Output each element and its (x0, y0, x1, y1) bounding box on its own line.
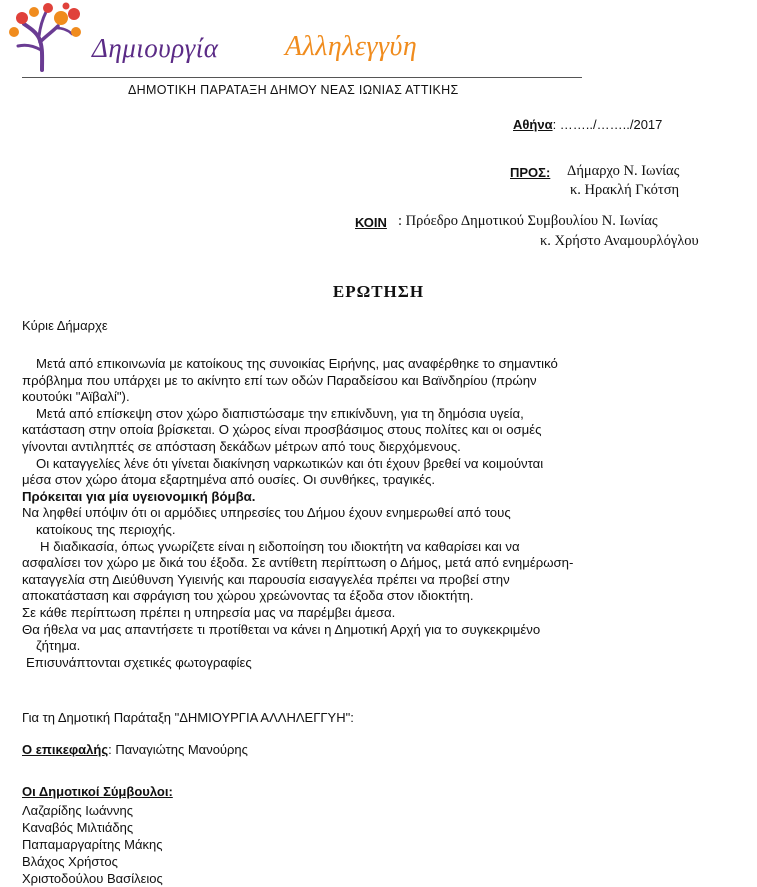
date-label: Αθήνα (513, 117, 553, 132)
brand-name-part1: Δημιουργία (92, 33, 219, 63)
body-line: πρόβλημα που υπάρχει με το ακίνητο επί των οδών Παραδείσου και Βαϊνδηρίου (πρώην (22, 372, 537, 388)
date-value: : ……../……../2017 (552, 117, 663, 132)
cc-label: ΚΟΙΝ (355, 215, 387, 230)
cc-recipient-title: : Πρόεδρο Δημοτικού Συμβουλίου Ν. Ιωνίας (398, 213, 658, 229)
body-line: ασφαλίσει τον χώρο με δικά του έξοδα. Σε αντίθετη περίπτωση ο Δήμος, μετά από ενημέρωση- (22, 555, 574, 571)
body-line: Να ληφθεί υπόψιν ότι οι αρμόδιες υπηρεσίες του Δήμου έχουν ενημερωθεί από τους (22, 505, 511, 521)
council-label: Οι Δημοτικοί Σύμβουλοι: (22, 784, 173, 799)
greeting: Κύριε Δήμαρχε (22, 318, 108, 333)
body-line-emphasis: Πρόκειται για μία υγειονομική βόμβα. (22, 488, 256, 504)
body-line: Μετά από επικοινωνία με κατοίκους της συνοικίας Ειρήνης, μας αναφέρθηκε το σημαντικό (36, 356, 558, 371)
brand-name-part2: Αλληλεγγύη (285, 31, 418, 62)
body-line: ζήτημα. (36, 638, 81, 654)
body-line: κατοίκους της περιοχής. (36, 521, 176, 537)
faction-subtitle: ΔΗΜΟΤΙΚΗ ΠΑΡΑΤΑΞΗ ΔΗΜΟΥ ΝΕΑΣ ΙΩΝΙΑΣ ΑΤΤΙΚΗΣ (128, 83, 459, 97)
body-line: Επισυνάπτονται σχετικές φωτογραφίες (26, 654, 252, 670)
cc-recipient-name: κ. Χρήστο Αναμουρλόγλου (540, 233, 699, 249)
list-item: Χριστοδούλου Βασίλειος (22, 871, 163, 886)
lead-line (22, 742, 248, 757)
list-item: Καναβός Μιλτιάδης (22, 820, 134, 835)
to-label: ΠΡΟΣ: (510, 165, 551, 180)
body-line: αποκατάσταση και σφράγιση του χώρου χρεώνοντας τα έξοδα στον ιδιοκτήτη. (22, 588, 474, 604)
to-recipient-name: κ. Ηρακλή Γκότση (570, 182, 680, 198)
council-members-list (22, 802, 163, 887)
body-line: γίνονται αντιληπτές σε απόσταση δεκάδων μέτρων από τους διερχόμενους. (22, 438, 461, 454)
list-item: Λαζαρίδης Ιωάννης (22, 803, 133, 818)
body-line: καταγγελία στη Διεύθυνση Υγιεινής και παρουσία εισαγγελέα πρέπει να προβεί στην (22, 571, 510, 587)
body-line: κατάσταση στην οποία βρίσκεται. Ο χώρος είναι προσβάσιμος στους πολίτες και οι οσμές (22, 422, 542, 438)
tree-logo-icon (6, 2, 86, 72)
to-recipient-title: Δήμαρχο Ν. Ιωνίας (567, 163, 680, 179)
body-line: Σε κάθε περίπτωση πρέπει η υπηρεσία μας να παρέμβει άμεσα. (22, 604, 396, 620)
body-line: Η διαδικασία, όπως γνωρίζετε είναι η ειδοποίηση του ιδιοκτήτη να καθαρίσει και να (40, 538, 520, 554)
body-line: Θα ήθελα να μας απαντήσετε τι προτίθεται να κάνει η Δημοτική Αρχή για το συγκεκριμένο (22, 621, 541, 637)
signoff-line: Για τη Δημοτική Παράταξη "ΔΗΜΙΟΥΡΓΙΑ ΑΛΛΗΛΕΓΓΥΗ": (22, 710, 354, 725)
lead-label: Ο επικεφαλής (22, 742, 109, 757)
list-item: Βλάχος Χρήστος (22, 854, 118, 869)
body-line: Μετά από επίσκεψη στον χώρο διαπιστώσαμε την επικίνδυνη, για τη δημόσια υγεία, (36, 405, 524, 421)
letter-body (22, 356, 742, 671)
document-heading: ΕΡΩΤΗΣΗ (332, 282, 425, 301)
date-line (513, 117, 662, 132)
header-divider (22, 77, 582, 78)
body-line: κουτούκι "Αϊβαλί"). (22, 389, 130, 405)
body-line: μέσα στον χώρο άτομα εξαρτημένα από ουσίες. Οι συνθήκες, τραγικές. (22, 472, 436, 488)
body-line: Οι καταγγελίες λένε ότι γίνεται διακίνηση ναρκωτικών και ότι έχουν βρεθεί να κοιμούνται (36, 455, 544, 471)
list-item: Παπαμαργαρίτης Μάκης (22, 837, 163, 852)
lead-name: : Παναγιώτης Μανούρης (108, 742, 248, 757)
